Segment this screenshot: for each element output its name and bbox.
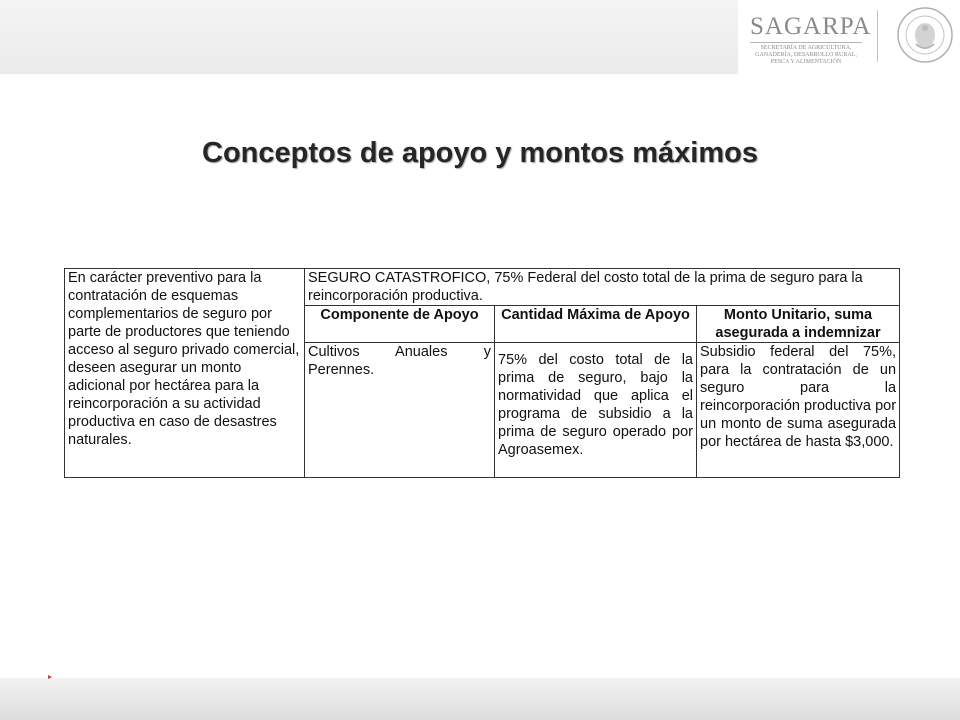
component-cell: Cultivos Anuales y Perennes. — [305, 343, 495, 478]
table-row — [65, 269, 900, 306]
sagarpa-logo-wordmark: SAGARPA — [750, 13, 872, 40]
mexico-coat-of-arms-seal-icon — [896, 4, 954, 66]
logo-rule — [750, 42, 862, 43]
description-cell: En carácter preventivo para la contratación de esquemas complementarios de seguro por parte de productores que teniendo acceso al seguro privado comercial, deseen asegurar un monto adicional por hectárea para la reincorporación a su actividad productiva en caso de desastres naturales. — [65, 269, 305, 478]
logo-subtitle-line-1: SECRETARÍA DE AGRICULTURA, — [760, 45, 852, 51]
bottom-footer-band — [0, 678, 960, 720]
logo-subtitle — [750, 45, 862, 66]
header-component: Componente de Apoyo — [305, 306, 495, 343]
sagarpa-logo-block — [738, 0, 960, 74]
unit-amount-cell: Subsidio federal del 75%, para la contratación de un seguro para la reincorporación productiva por un monto de suma asegurada por hectárea de hasta $3,000. — [697, 343, 900, 478]
header-unit-amount: Monto Unitario, suma asegurada a indemnizar — [697, 306, 900, 343]
max-amount-cell: 75% del costo total de la prima de seguro, bajo la normatividad que aplica el programa de subsidio a la prima de seguro operado por Agroasemex. — [495, 343, 697, 478]
program-cell: SEGURO CATASTROFICO, 75% Federal del costo total de la prima de seguro para la reincorporación productiva. — [305, 269, 900, 306]
page-title: Conceptos de apoyo y montos máximos — [202, 137, 758, 169]
logo-subtitle-line-3: PESCA Y ALIMENTACIÓN — [770, 59, 842, 65]
support-concepts-table — [64, 268, 900, 478]
logo-subtitle-line-2: GANADERÍA, DESARROLLO RURAL, — [755, 52, 857, 58]
red-arrow-marker-icon — [48, 675, 52, 679]
logo-divider — [877, 10, 878, 62]
header-max-amount: Cantidad Máxima de Apoyo — [495, 306, 697, 343]
